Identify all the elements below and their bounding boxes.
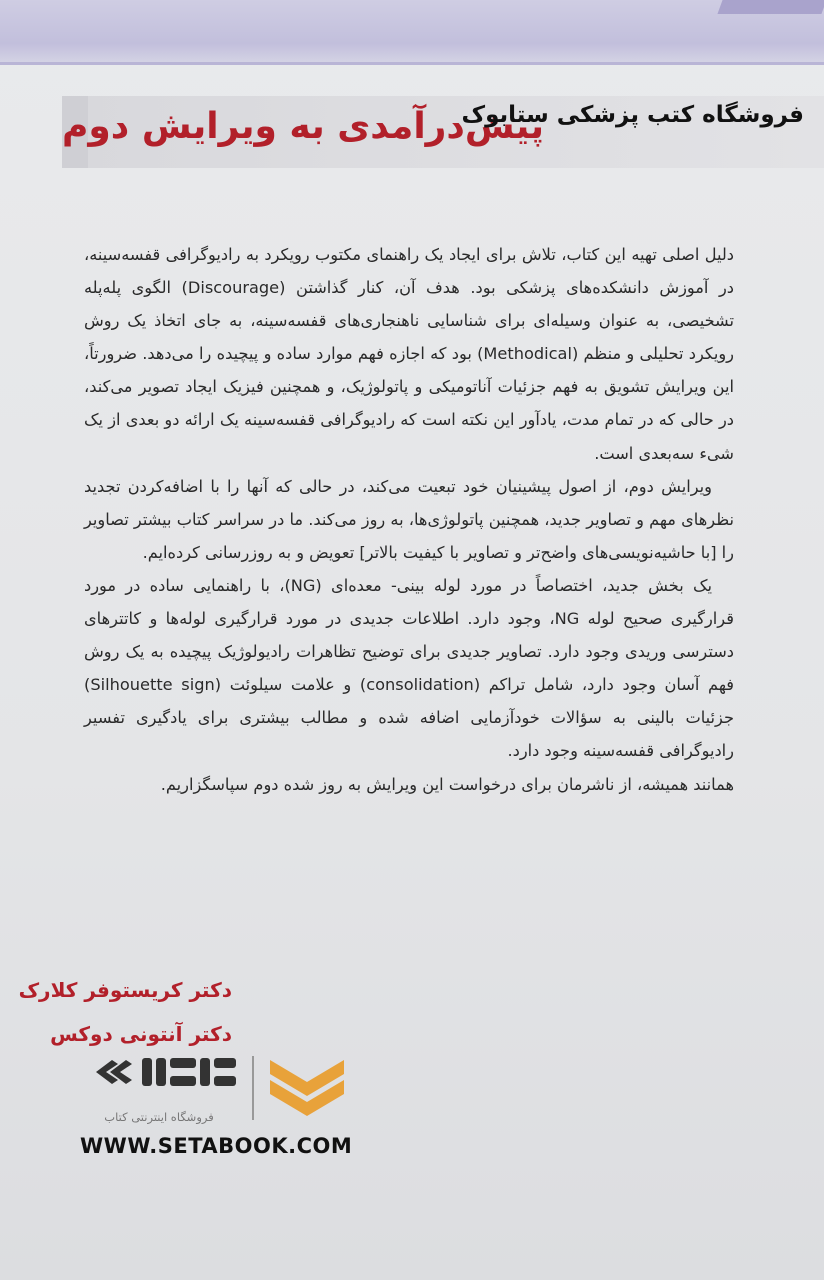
author-signature-1: دکتر کریستوفر کلارک bbox=[18, 978, 232, 1002]
setabook-logo bbox=[62, 1052, 362, 1142]
preface-body bbox=[84, 238, 734, 801]
book-chevron-icon bbox=[262, 1052, 352, 1122]
brand-wordmark-icon bbox=[92, 1050, 242, 1106]
author-signature-2: دکتر آنتونی دوکس bbox=[50, 1022, 232, 1046]
page-title: پیش‌درآمدی به ویرایش دوم bbox=[62, 106, 544, 147]
paragraph-1: دلیل اصلی تهیه این کتاب، تلاش برای ایجاد یک راهنمای مکتوب رویکرد به رادیوگرافی قفسه‌سینه، در آموزش دانشکده‌های پزشکی بود. هدف آن، کنار گذاشتن (Discourage) الگوی پله‌پله تشخیصی، به عنوان وسیله‌ای برای شناسایی ناهنجاری‌های قفسه‌سینه، به جای اتخاذ یک روش رویکرد تحلیلی و منظم (Methodical) بود که اجازه فهم موارد ساده و پیچیده را می‌دهد. ضرورتاً، این ویرایش تشویق به فهم جزئیات آناتومیکی و پاتولوژیک، و همچنین فیزیک ایجاد تصویر می‌کند، در حالی که در تمام مدت، یادآور این نکته است که رادیوگرافی قفسه‌سینه یک ارائه دو بعدی از یک شیء سه‌بعدی است. bbox=[84, 245, 734, 463]
top-band-divider bbox=[0, 62, 824, 65]
site-url[interactable]: WWW.SETABOOK.COM bbox=[80, 1134, 353, 1158]
logo-divider bbox=[252, 1056, 254, 1120]
paragraph-2: ویرایش دوم، از اصول پیشینیان خود تبعیت می‌کند، در حالی که آنها را با اضافه‌کردن تجدید نظرهای مهم و تصاویر جدید، همچنین پاتولوژی‌ها، به روز می‌کند. ما در سراسر کتاب بیشتر تصاویر را [با حاشیه‌نویسی‌های واضح‌تر و تصاویر با کیفیت بالاتر] تعویض و به روزرسانی کرده‌ایم. bbox=[84, 476, 734, 562]
paragraph-4: همانند همیشه، از ناشرمان برای درخواست این ویرایش به روز شده دوم سپاسگزاریم. bbox=[160, 774, 734, 794]
logo-tagline: فروشگاه اینترنتی کتاب bbox=[104, 1110, 214, 1124]
top-color-band bbox=[0, 0, 824, 62]
paragraph-3: یک بخش جدید، اختصاصاً در مورد لوله بینی- معده‌ای (NG)، با راهنمایی ساده در مورد قرارگیری صحیح لوله NG، وجود دارد. اطلاعات جدیدی در مورد قرارگیری لوله‌ها و کاتترهای دسترسی وریدی وجود دارد. تصاویر جدیدی برای توضیح تظاهرات رادیولوژیک پیچیده به یک روش فهم آسان وجود دارد، شامل تراکم (consolidation) و علامت سیلوئت (Silhouette sign) جزئیات بالینی به سؤالات خودآزمایی اضافه شده و مطالب بیشتری برای یادگیری تفسیر رادیوگرافی قفسه‌سینه وجود دارد. bbox=[84, 575, 735, 761]
store-watermark: فروشگاه کتب پزشکی ستابوک bbox=[461, 102, 804, 128]
top-corner-strip bbox=[717, 0, 824, 14]
